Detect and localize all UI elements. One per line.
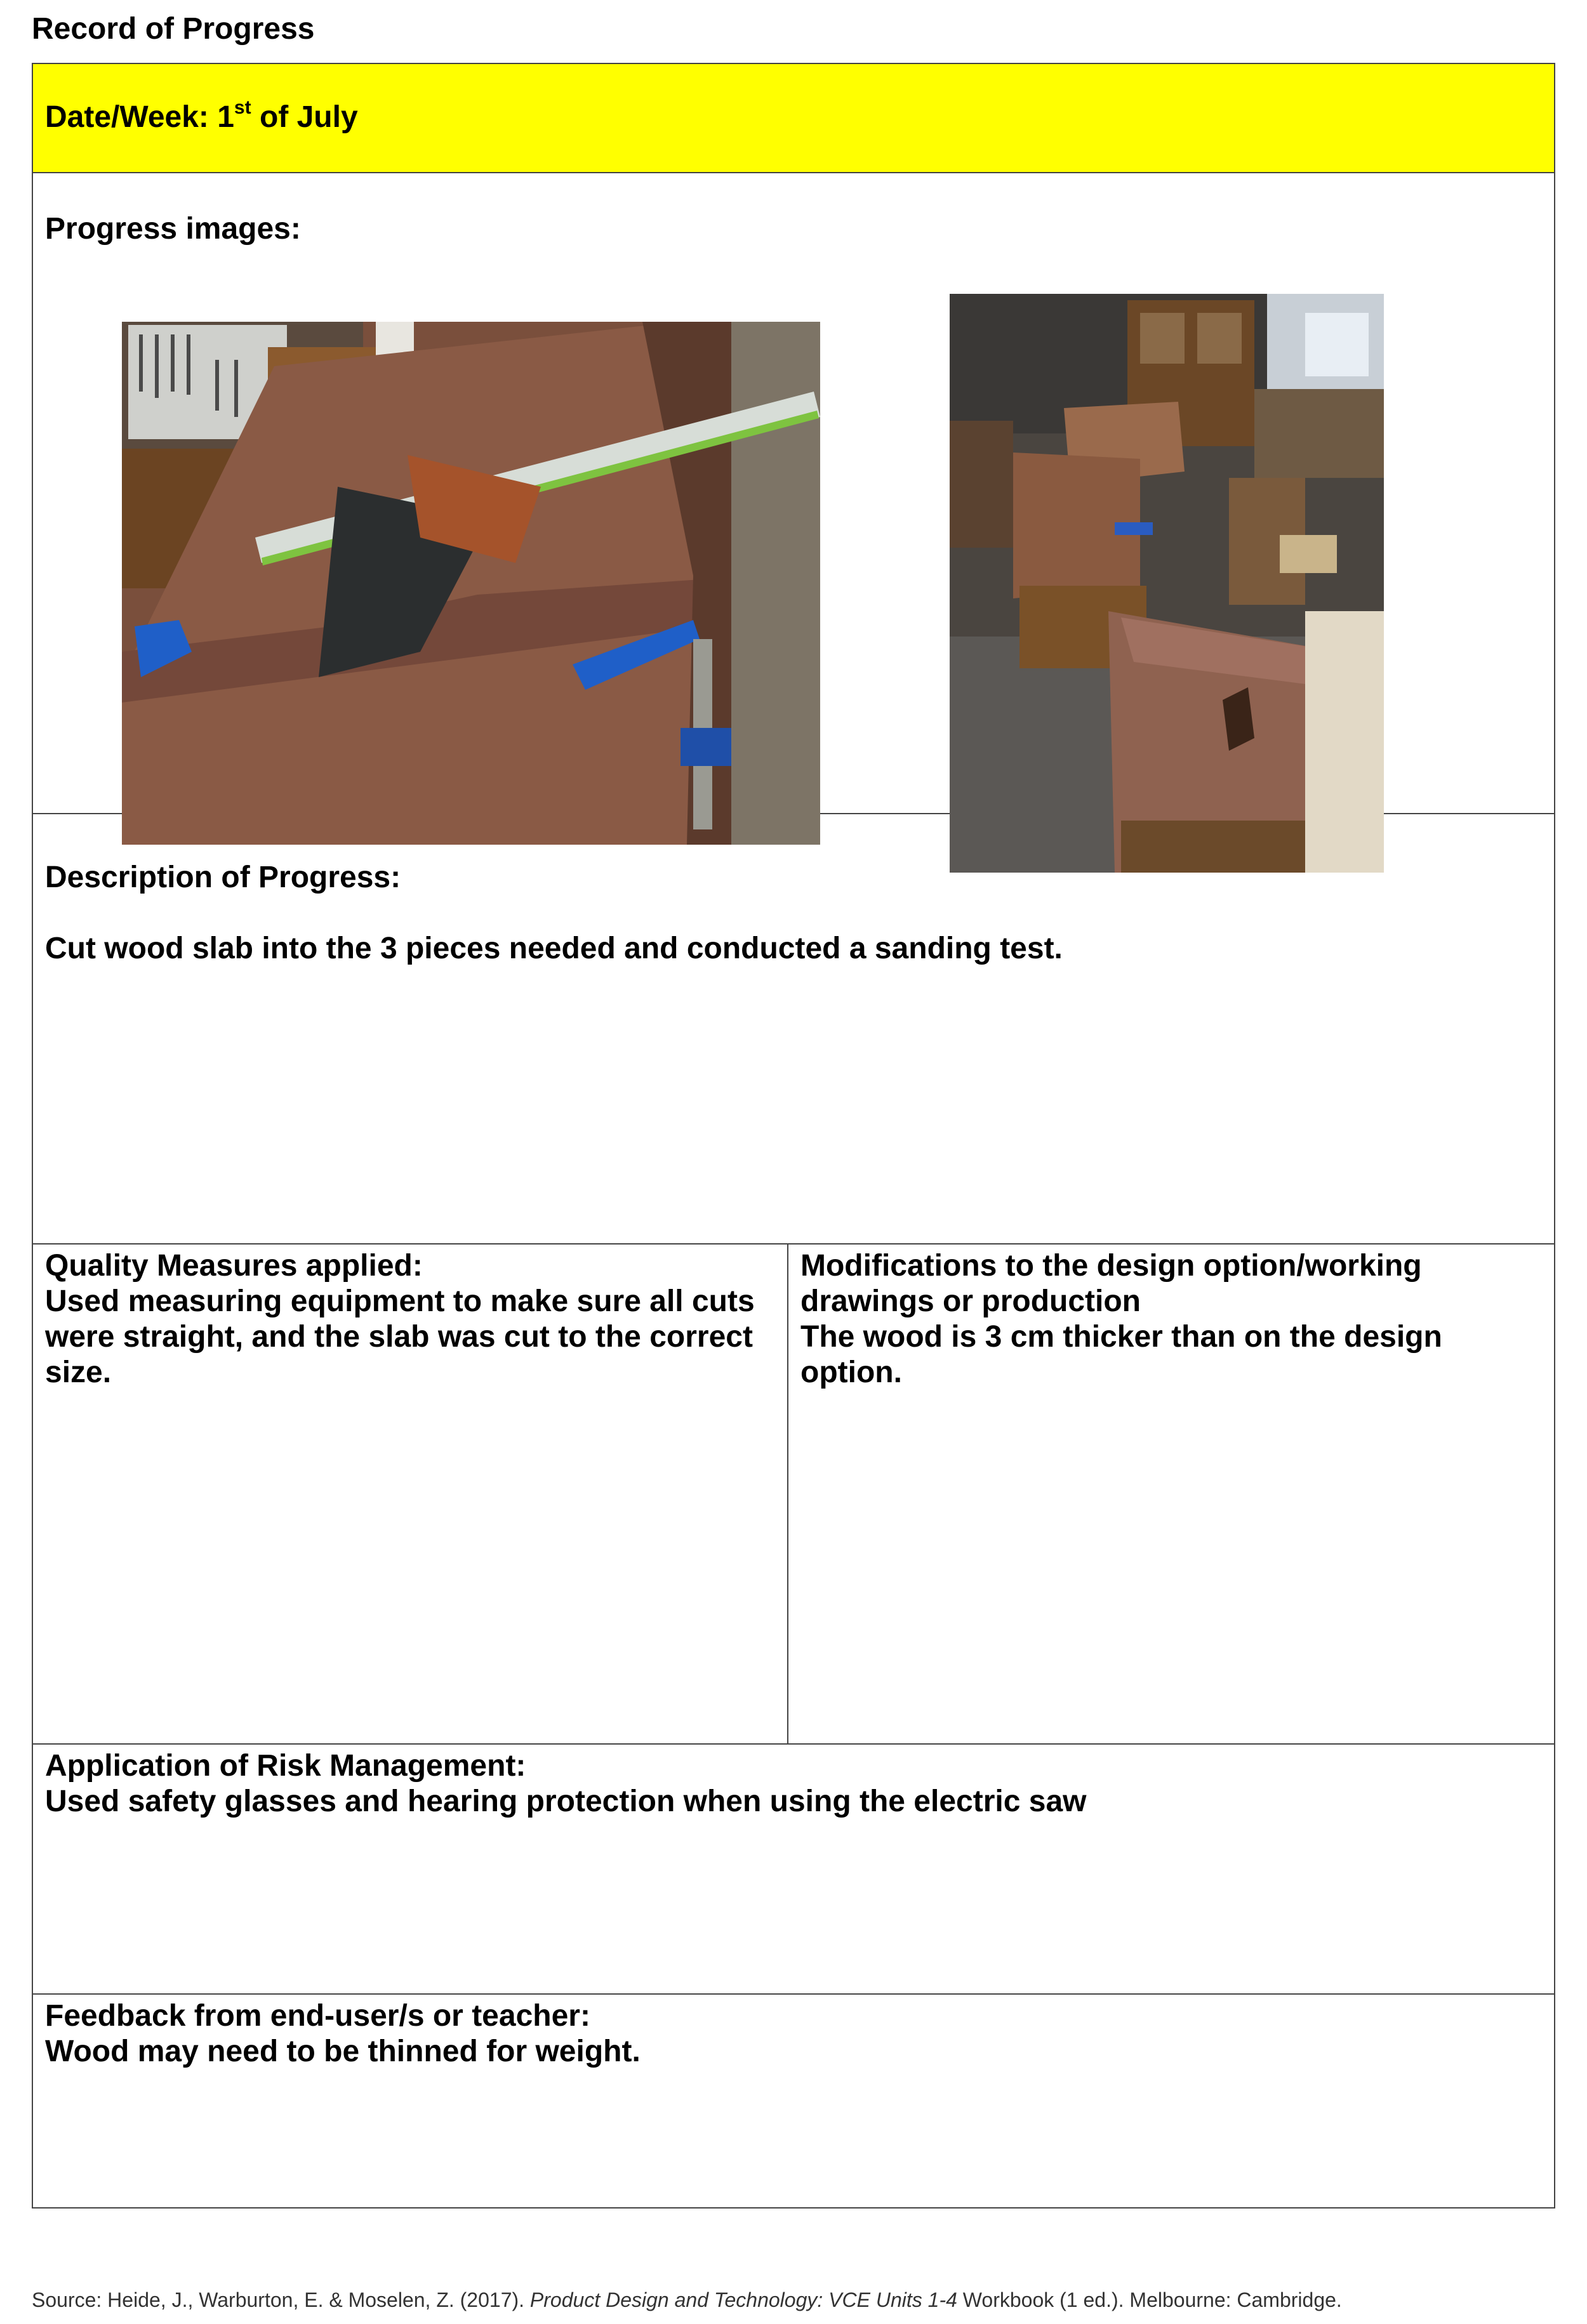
quality-measures-text: Used measuring equipment to make sure all cuts were straight, and the slab was cut to the correct size. xyxy=(45,1284,755,1389)
description-label: Description of Progress: xyxy=(45,861,401,894)
description-text: Cut wood slab into the 3 pieces needed and conducted a sanding test. xyxy=(45,932,1063,965)
modifications-text: The wood is 3 cm thicker than on the design option. xyxy=(800,1320,1442,1389)
date-ordinal: st xyxy=(234,97,251,118)
feedback-label: Feedback from end-user/s or teacher: xyxy=(45,1999,590,2033)
modifications-cell xyxy=(788,1245,1554,1743)
quality-measures-cell xyxy=(33,1245,788,1743)
risk-management-label: Application of Risk Management: xyxy=(45,1749,526,1783)
source-citation: Source: Heide, J., Warburton, E. & Moselen, Z. (2017). Product Design and Technology: VCE Units 1-4 Workbook (1 ed.). Melbourne: Cambridge. xyxy=(32,2288,1342,2311)
feedback-row xyxy=(33,1995,1554,2207)
date-week-field: Date/Week: 1st of July xyxy=(45,97,358,134)
feedback-text: Wood may need to be thinned for weight. xyxy=(45,2035,641,2068)
quality-measures-label: Quality Measures applied: xyxy=(45,1249,423,1283)
document-title: Record of Progress xyxy=(32,12,315,46)
progress-record-table xyxy=(32,63,1555,2208)
modifications-label: Modifications to the design option/working drawings or production xyxy=(800,1249,1422,1318)
workshop-photo xyxy=(950,294,1384,873)
progress-images-row xyxy=(33,173,1554,814)
risk-management-row xyxy=(33,1745,1554,1995)
quality-modifications-row xyxy=(33,1245,1554,1745)
progress-images-label: Progress images: xyxy=(45,212,301,246)
date-week-row xyxy=(33,64,1554,173)
source-book-title: Product Design and Technology: VCE Units 1-4 xyxy=(529,2288,957,2311)
saw-cutting-photo xyxy=(122,322,820,845)
description-row xyxy=(33,814,1554,1245)
risk-management-text: Used safety glasses and hearing protection when using the electric saw xyxy=(45,1785,1087,1818)
